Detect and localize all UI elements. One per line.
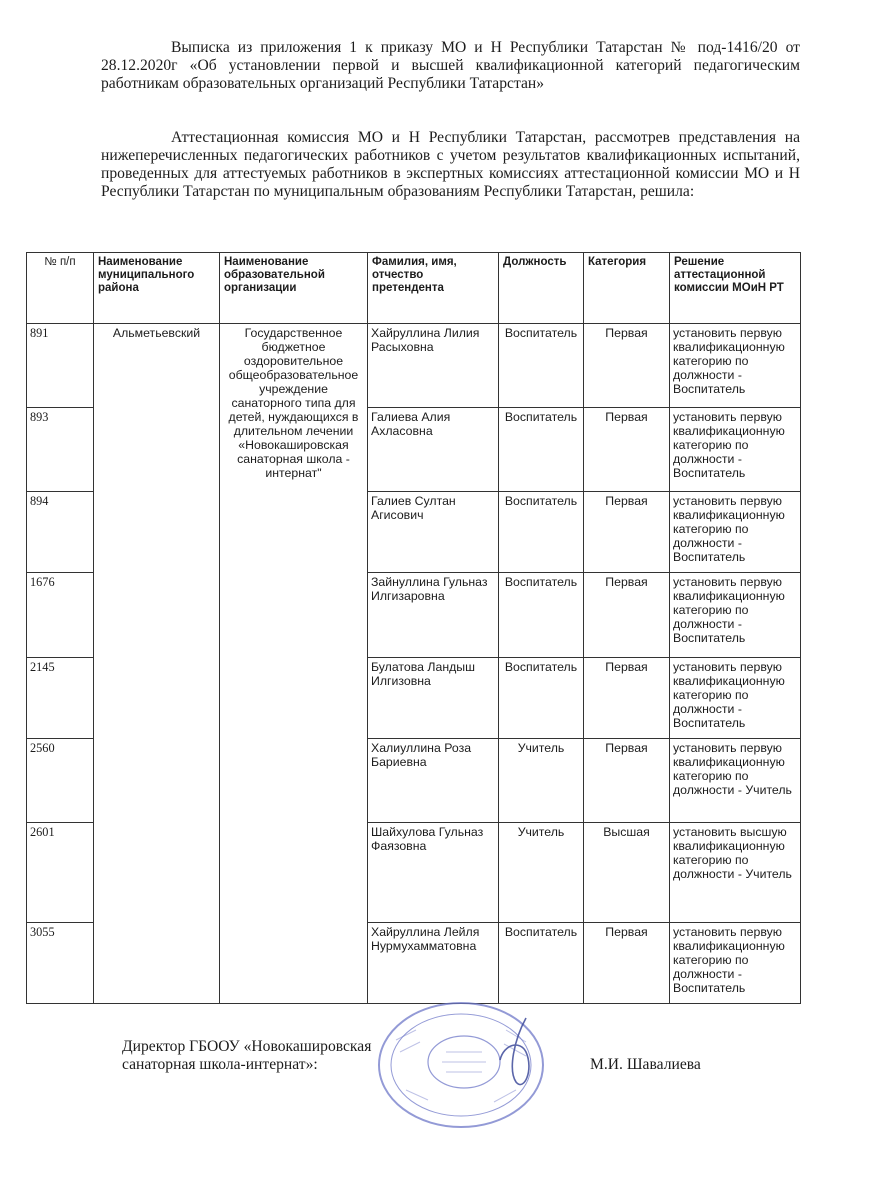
director-title: Директор ГБООУ «Новокашировская санаторная школа-интернат»: (122, 1038, 372, 1073)
row-num: 894 (27, 492, 94, 573)
position-cell: Учитель (499, 823, 584, 923)
table-header-row (27, 253, 801, 324)
candidate-name: Халиуллина Роза Бариевна (368, 739, 499, 823)
district-cell: Альметьевский (94, 324, 220, 1004)
header-district: Наименование муниципального района (94, 253, 220, 324)
row-num: 893 (27, 408, 94, 492)
row-num: 2145 (27, 658, 94, 739)
decision-cell: установить первую квалификационную категорию по должности - Воспитатель (670, 573, 801, 658)
header-position: Должность (499, 253, 584, 324)
header-num: № п/п (27, 253, 94, 324)
header-name: Фамилия, имя, отчество претендента (368, 253, 499, 324)
candidate-name: Хайруллина Лейля Нурмухамматовна (368, 923, 499, 1004)
row-num: 1676 (27, 573, 94, 658)
organization-cell: Государственное бюджетное оздоровительное общеобразовательное учреждение санаторного типа для детей, нуждающихся в длительном лечении «Новокашировская санаторная школа - интернат" (220, 324, 368, 1004)
candidate-name: Галиев Султан Агисович (368, 492, 499, 573)
position-cell: Учитель (499, 739, 584, 823)
position-cell: Воспитатель (499, 573, 584, 658)
position-cell: Воспитатель (499, 923, 584, 1004)
candidate-name: Зайнуллина Гульназ Илгизаровна (368, 573, 499, 658)
category-cell: Первая (584, 658, 670, 739)
decision-cell: установить первую квалификационную категорию по должности - Воспитатель (670, 324, 801, 408)
row-num: 3055 (27, 923, 94, 1004)
candidate-name: Шайхулова Гульназ Фаязовна (368, 823, 499, 923)
category-cell: Высшая (584, 823, 670, 923)
header-decision: Решение аттестационной комиссии МОиН РТ (670, 253, 801, 324)
decision-cell: установить первую квалификационную категорию по должности - Воспитатель (670, 492, 801, 573)
category-cell: Первая (584, 492, 670, 573)
position-cell: Воспитатель (499, 658, 584, 739)
decision-cell: установить первую квалификационную категорию по должности - Воспитатель (670, 923, 801, 1004)
table-row (27, 324, 801, 408)
category-cell: Первая (584, 739, 670, 823)
decision-cell: установить первую квалификационную категорию по должности - Воспитатель (670, 408, 801, 492)
position-cell: Воспитатель (499, 492, 584, 573)
candidate-name: Хайруллина Лилия Расыховна (368, 324, 499, 408)
candidate-name: Булатова Ландыш Илгизовна (368, 658, 499, 739)
header-org: Наименование образовательной организации (220, 253, 368, 324)
category-cell: Первая (584, 573, 670, 658)
row-num: 891 (27, 324, 94, 408)
commission-decision-intro: Аттестационная комиссия МО и Н Республики Татарстан, рассмотрев представления на нижеперечисленных педагогических работников с учетом результатов квалификационных испытаний, проведенных для аттестуемых работников в экспертных комиссиях аттестационной комиссии МО и Н Республики Татарстан по муниципальным образованиям Республики Татарстан, решила: (101, 129, 800, 200)
position-cell: Воспитатель (499, 408, 584, 492)
position-cell: Воспитатель (499, 324, 584, 408)
header-category: Категория (584, 253, 670, 324)
category-cell: Первая (584, 324, 670, 408)
row-num: 2601 (27, 823, 94, 923)
category-cell: Первая (584, 923, 670, 1004)
decision-cell: установить первую квалификационную категорию по должности - Учитель (670, 739, 801, 823)
row-num: 2560 (27, 739, 94, 823)
decision-cell: установить высшую квалификационную категорию по должности - Учитель (670, 823, 801, 923)
category-cell: Первая (584, 408, 670, 492)
decision-cell: установить первую квалификационную категорию по должности - Воспитатель (670, 658, 801, 739)
director-name: М.И. Шавалиева (590, 1056, 701, 1073)
document-intro: Выписка из приложения 1 к приказу МО и Н Республики Татарстан № под-1416/20 от 28.12.2020г «Об установлении первой и высшей квалификационной категорий педагогическим работникам образовательных организаций Республики Татарстан» (101, 39, 800, 92)
attestation-table (26, 252, 801, 1004)
candidate-name: Галиева Алия Ахласовна (368, 408, 499, 492)
